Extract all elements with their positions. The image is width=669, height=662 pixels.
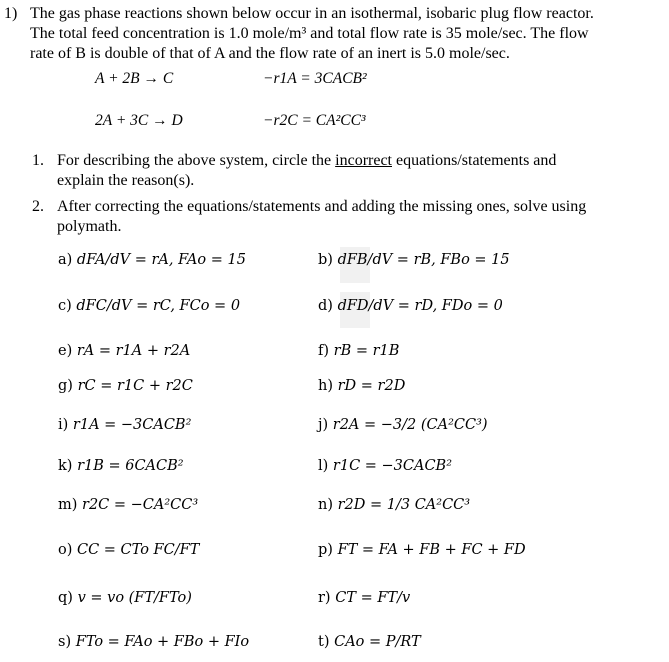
equation-label-s: s) <box>58 634 76 650</box>
equation-m: m) r2C = −CA²CC³ <box>58 497 199 513</box>
equation-label-c: c) <box>58 298 77 314</box>
task-1-line-2: explain the reason(s). <box>57 172 195 189</box>
equation-g: g) rC = r1C + r2C <box>58 378 193 394</box>
equation-l: l) r1C = −3CACB² <box>318 458 453 474</box>
rate-law-2: −r2C = CA²CC³ <box>263 112 366 129</box>
equation-label-f: f) <box>318 343 334 359</box>
task-1-number: 1. <box>32 152 44 169</box>
equation-h: h) rD = r2D <box>318 378 406 394</box>
equation-label-a: a) <box>58 252 77 268</box>
problem-line-3: rate of B is double of that of A and the flow rate of an inert is 5.0 mole/sec. <box>30 45 510 62</box>
equation-n: n) r2D = 1/3 CA²CC³ <box>318 497 471 513</box>
problem-number: 1) <box>4 5 18 22</box>
equation-label-g: g) <box>58 378 78 394</box>
equation-s: s) FTo = FAo + FBo + FIo <box>58 634 250 650</box>
equation-label-b: b) <box>318 252 338 268</box>
equation-i: i) r1A = −3CACB² <box>58 417 192 433</box>
equation-t: t) CAo = P/RT <box>318 634 421 650</box>
equation-o: o) CC = CTo FC/FT <box>58 542 200 558</box>
equation-label-o: o) <box>58 542 77 558</box>
reaction-1: A + 2B → C <box>95 70 174 87</box>
equation-label-t: t) <box>318 634 335 650</box>
equation-f: f) rB = r1B <box>318 343 400 359</box>
equation-label-r: r) <box>318 590 336 606</box>
incorrect-word: incorrect <box>335 152 392 169</box>
equation-label-l: l) <box>318 458 333 474</box>
problem-line-2: The total feed concentration is 1.0 mole/m³ and total flow rate is 35 mole/sec. The flow <box>30 25 589 42</box>
equation-label-q: q) <box>58 590 78 606</box>
equation-label-e: e) <box>58 343 77 359</box>
equation-k: k) r1B = 6CACB² <box>58 458 184 474</box>
task-1-line-1: For describing the above system, circle the incorrect equations/statements and <box>57 152 557 169</box>
equation-label-n: n) <box>318 497 338 513</box>
equation-c: c) dFC/dV = rC, FCo = 0 <box>58 298 241 314</box>
equation-j: j) r2A = −3/2 (CA²CC³) <box>318 417 488 433</box>
rate-law-1: −r1A = 3CACB² <box>263 70 367 87</box>
equation-label-h: h) <box>318 378 338 394</box>
equation-e: e) rA = r1A + r2A <box>58 343 191 359</box>
equation-q: q) v = vo (FT/FTo) <box>58 590 192 606</box>
equation-label-k: k) <box>58 458 78 474</box>
equation-label-d: d) <box>318 298 338 314</box>
task-2-line-1: After correcting the equations/statements and adding the missing ones, solve using <box>57 198 587 215</box>
equation-label-p: p) <box>318 542 338 558</box>
equation-a: a) dFA/dV = rA, FAo = 15 <box>58 252 246 268</box>
problem-line-1: The gas phase reactions shown below occur in an isothermal, isobaric plug flow reactor. <box>30 5 594 22</box>
task-2-number: 2. <box>32 198 44 215</box>
reaction-2: 2A + 3C → D <box>95 112 183 129</box>
task-2-line-2: polymath. <box>57 218 122 235</box>
equation-p: p) FT = FA + FB + FC + FD <box>318 542 526 558</box>
equation-label-j: j) <box>318 417 333 433</box>
equation-b: b) dFB/dV = rB, FBo = 15 <box>318 252 510 268</box>
equation-r: r) CT = FT/v <box>318 590 411 606</box>
equation-d: d) dFD/dV = rD, FDo = 0 <box>318 298 503 314</box>
equation-label-i: i) <box>58 417 73 433</box>
equation-label-m: m) <box>58 497 83 513</box>
